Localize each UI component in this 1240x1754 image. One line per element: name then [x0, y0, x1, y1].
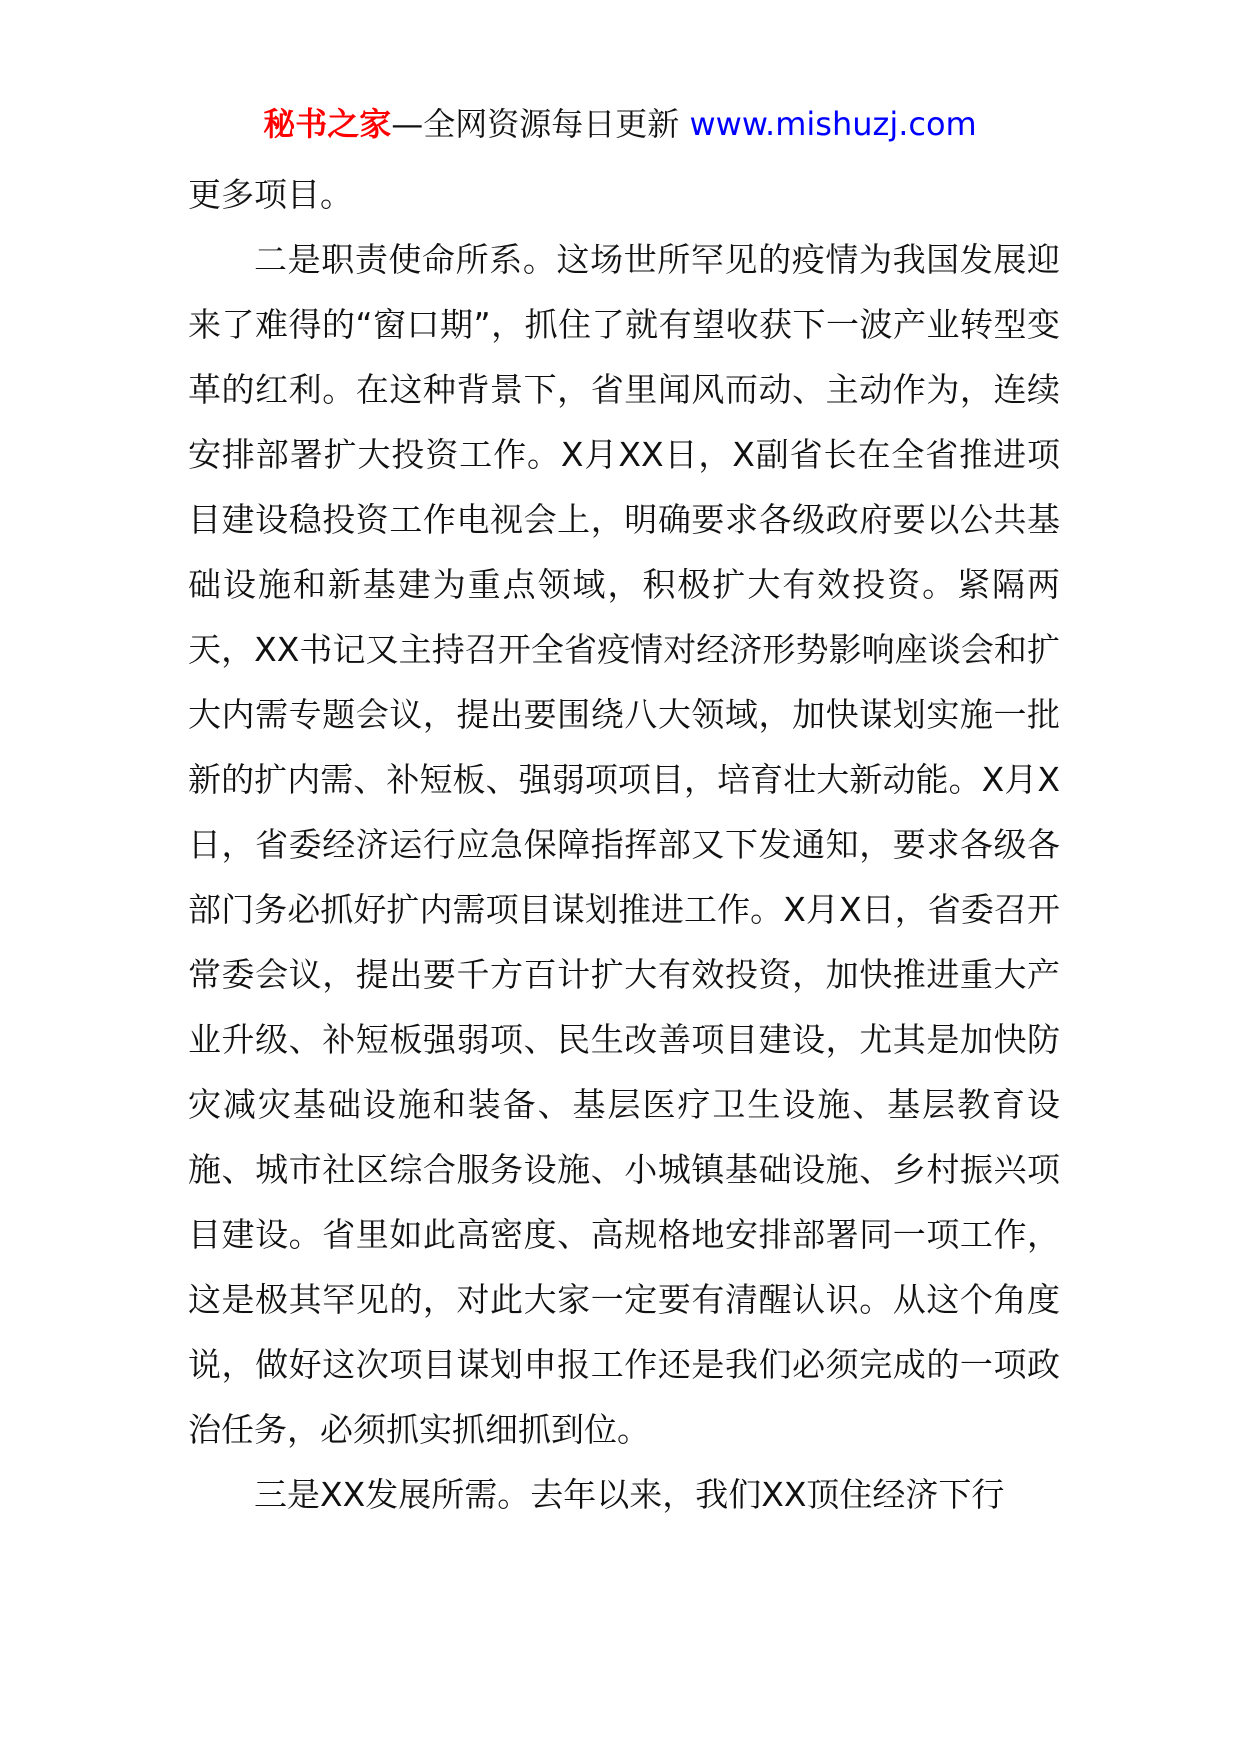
- paragraph-development-needs: 三是XX发展所需。去年以来，我们XX顶住经济下行: [254, 1475, 1005, 1514]
- document-body: [188, 162, 1060, 1527]
- paragraph-continuation: 更多项目。: [188, 175, 353, 214]
- website-link[interactable]: www.mishuzj.com: [689, 105, 977, 143]
- header-tagline: —全网资源每日更新: [391, 105, 690, 143]
- brand-name: 秘书之家: [263, 105, 392, 143]
- paragraph-duty-mission: 二是职责使命所系。这场世所罕见的疫情为我国发展迎来了难得的“窗口期”，抓住了就有望收获下一波产业转型变革的红利。在这种背景下，省里闻风而动、主动作为，连续安排部署扩大投资工作。X月XX日，X副省长在全省推进项目建设稳投资工作电视会上，明确要求各级政府要以公共基础设施和新基建为重点领域，积极扩大有效投资。紧隔两天，XX书记又主持召开全省疫情对经济形势影响座谈会和扩大内需专题会议，提出要围绕八大领域，加快谋划实施一批新的扩内需、补短板、强弱项项目，培育壮大新动能。X月X日，省委经济运行应急保障指挥部又下发通知，要求各级各部门务必抓好扩内需项目谋划推进工作。X月X日，省委召开常委会议，提出要千方百计扩大有效投资，加快推进重大产业升级、补短板强弱项、民生改善项目建设，尤其是加快防灾减灾基础设施和装备、基层医疗卫生设施、基层教育设施、城市社区综合服务设施、小城镇基础设施、乡村振兴项目建设。省里如此高密度、高规格地安排部署同一项工作，这是极其罕见的，对此大家一定要有清醒认识。从这个角度说，做好这次项目谋划申报工作还是我们必须完成的一项政治任务，必须抓实抓细抓到位。: [188, 240, 1060, 1449]
- page-header: [0, 100, 1240, 148]
